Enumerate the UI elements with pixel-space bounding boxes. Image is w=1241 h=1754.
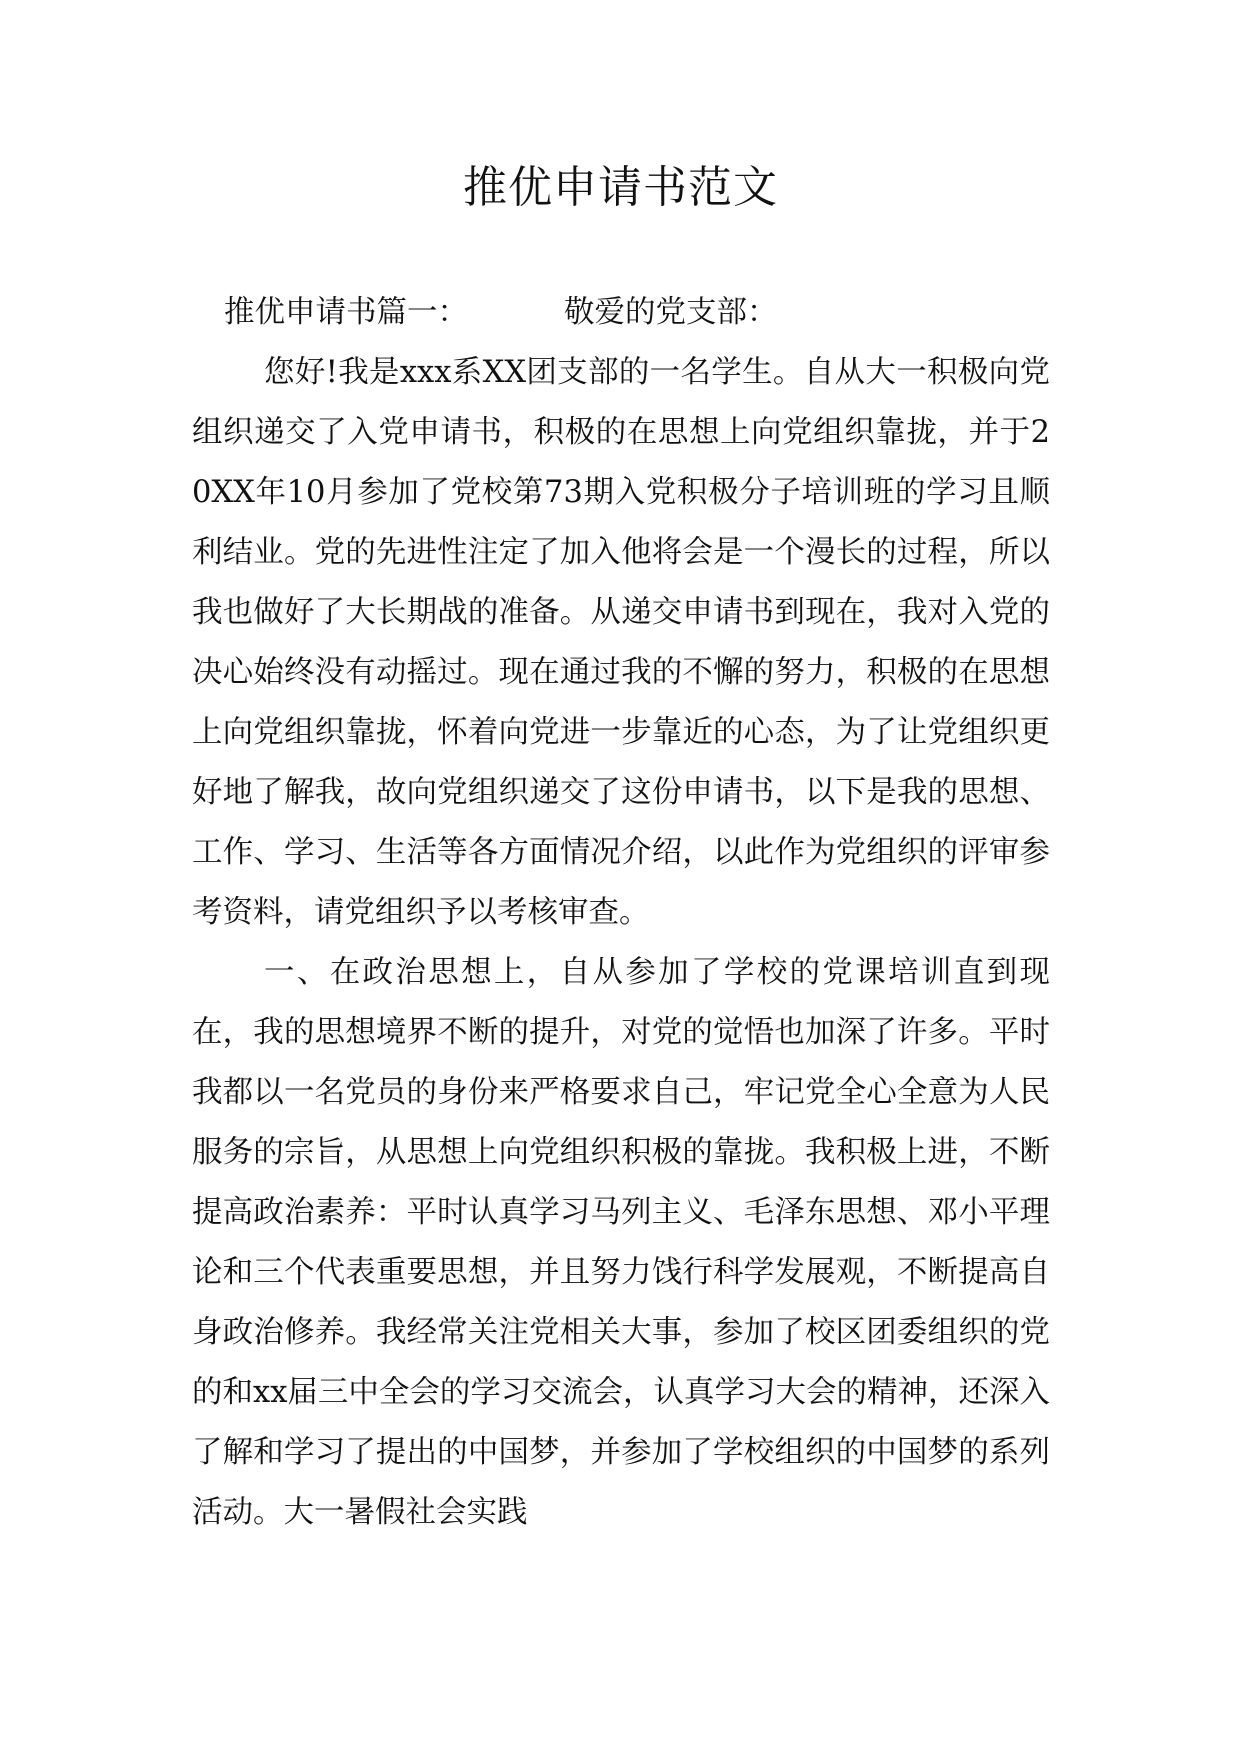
document-title: 推优申请书范文 [463,162,778,213]
section-heading-line [192,283,1050,343]
document-body [192,283,1050,1543]
salutation: 敬爱的党支部： [564,295,778,330]
section-heading: 推优申请书篇一： [224,295,468,330]
paragraph-political-thought: 一、在政治思想上，自从参加了学校的党课培训直到现在，我的思想境界不断的提升，对党的觉悟也加深了许多。平时我都以一名党员的身份来严格要求自己，牢记党全心全意为人民服务的宗旨，从思想上向党组织积极的靠拢。我积极上进，不断提高政治素养：平时认真学习马列主义、毛泽东思想、邓小平理论和三个代表重要思想，并且努力饯行科学发展观，不断提高自身政治修养。我经常关注党相关大事，参加了校区团委组织的党的和xx届三中全会的学习交流会，认真学习大会的精神，还深入了解和学习了提出的中国梦，并参加了学校组织的中国梦的系列活动。大一暑假社会实践 [192,955,1050,1530]
paragraph-greeting: 您好!我是xxx系XX团支部的一名学生。自从大一积极向党组织递交了入党申请书，积极的在思想上向党组织靠拢，并于20XX年10月参加了党校第73期入党积极分子培训班的学习且顺利结业。党的先进性注定了加入他将会是一个漫长的过程，所以我也做好了大长期战的准备。从递交申请书到现在，我对入党的决心始终没有动摇过。现在通过我的不懈的努力，积极的在思想上向党组织靠拢，怀着向党进一步靠近的心态，为了让党组织更好地了解我，故向党组织递交了这份申请书，以下是我的思想、工作、学习、生活等各方面情况介绍，以此作为党组织的评审参考资料，请党组织予以考核审查。 [192,355,1050,930]
